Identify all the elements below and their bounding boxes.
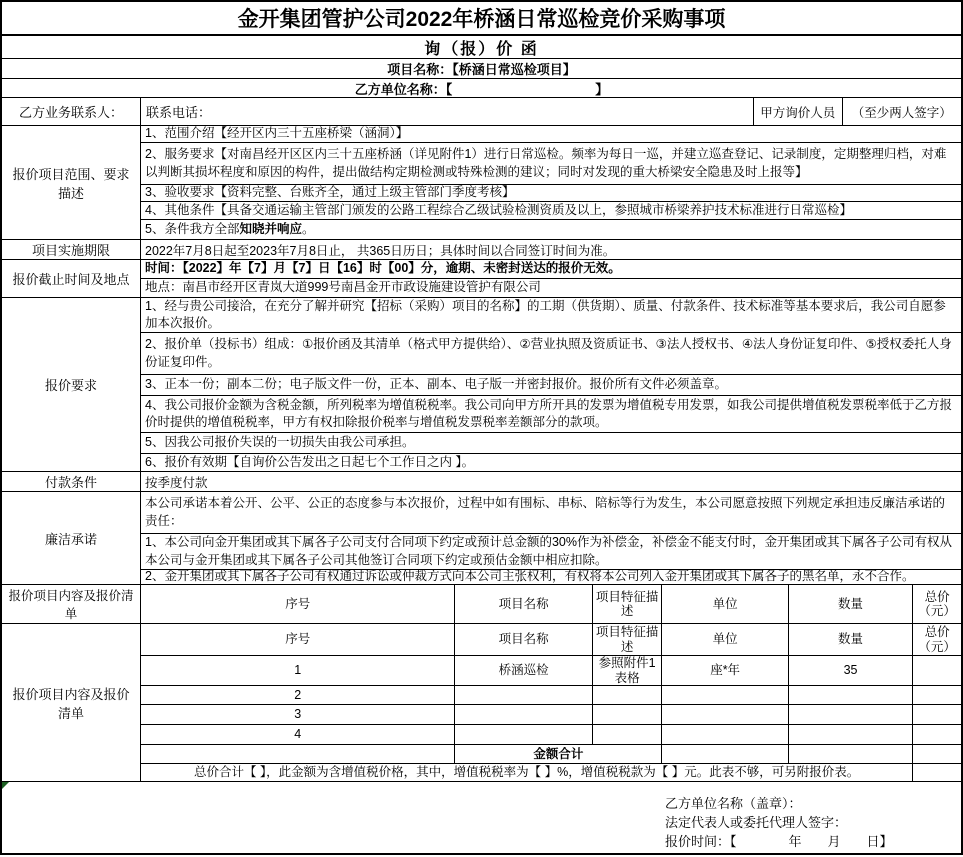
quote-requirements-section	[2, 298, 961, 472]
project-name-row	[2, 59, 961, 79]
cell-total	[913, 656, 961, 685]
project-name-text: 项目名称：【桥涵日常巡检项目】	[387, 62, 576, 77]
integrity-item-1-text: 1、本公司向金开集团或其下属各子公司支付合同项下约定或预计总金额的30%作为补偿金，补偿金不能支付时，金开集团或其下属各子公司有权从本公司与金开集团或其下属各子公司其他签订合同项下约定或预估金额中相应扣除。	[145, 535, 952, 567]
scope-content	[141, 126, 961, 239]
quote-req-item-1	[141, 298, 961, 333]
deadline-label-cell	[2, 260, 141, 297]
quote-req-item-6-text: 6、报价有效期【自询价公告发出之日起七个工作日之内 】。	[145, 454, 475, 469]
quote-req-item-6	[141, 454, 961, 471]
cell-qty	[789, 686, 913, 704]
title-text: 金开集团管护公司2022年桥涵日常巡检竞价采购事项	[237, 8, 726, 31]
cell-unit	[662, 725, 788, 744]
deadline-content	[141, 260, 961, 297]
quote-req-item-4	[141, 396, 961, 433]
sign-note-label: （至少两人签字）	[851, 105, 952, 120]
quote-requirements-label: 报价要求	[44, 378, 97, 393]
green-corner-marker-icon	[2, 782, 9, 789]
subtitle-text: 询（报）价 函	[424, 40, 539, 58]
list-label-2: 报价项目内容及报价清单	[12, 686, 130, 721]
subtotal-unit-cell	[662, 745, 788, 763]
cell-qty	[789, 725, 913, 744]
scope-item-5-prefix: 5、条件我方全部	[145, 221, 240, 236]
cell-qty: 35	[789, 656, 913, 685]
integrity-section	[2, 492, 961, 585]
phone-label: 联系电话：	[146, 105, 212, 120]
list-header-section-1	[2, 585, 961, 624]
deadline-place-text: 地点：南昌市经开区青岚大道999号南昌金开市政设施建设管护有限公司	[145, 280, 541, 295]
table-row	[141, 656, 961, 686]
scope-item-4-text: 4、其他条件【具备交通运输主管部门颁发的公路工程综合乙级试验检测资质及以上，参照城市桥梁养护技术标准进行日常巡检】	[145, 202, 852, 217]
deadline-label: 报价截止时间及地点	[12, 272, 130, 287]
integrity-label: 廉洁承诺	[44, 531, 97, 547]
party-a-staff-cell	[754, 98, 843, 125]
scope-item-5-suffix: 。	[301, 221, 315, 236]
header-qty: 数量	[789, 585, 913, 623]
cell-name	[455, 705, 592, 724]
cell-unit	[662, 686, 788, 704]
list-label-1: 报价项目内容及报价清单	[8, 589, 134, 621]
subtotal-qty-cell	[789, 745, 913, 763]
footer-representative-sign-line: 法定代表人或委托代理人签字：	[665, 815, 848, 830]
total-note-row	[141, 764, 961, 781]
cell-feature	[593, 725, 663, 744]
integrity-item-2-text: 2、金开集团或其下属各子公司有权通过诉讼或仲裁方式向本公司主张权利，有权将本公司列入金开集团或其下属各子的黑名单，永不合作。	[145, 570, 915, 584]
footer-quote-date-line: 报价时间：【 年 月 日】	[665, 834, 893, 849]
list-table	[141, 624, 961, 781]
payment-label: 付款条件	[44, 475, 97, 490]
payment-label-cell	[2, 472, 141, 491]
scope-item-2	[141, 143, 961, 185]
quote-req-item-5	[141, 433, 961, 454]
header-feature: 项目特征描述	[593, 624, 663, 655]
cell-no: 3	[141, 705, 455, 724]
subtotal-total-cell	[913, 745, 961, 763]
cell-unit: 座*年	[662, 656, 788, 685]
scope-item-5	[141, 220, 961, 239]
cell-name: 桥涵巡检	[455, 656, 592, 685]
party-b-contact-label-cell	[2, 98, 141, 125]
scope-item-3-text: 3、验收要求【资料完整、台账齐全，通过上级主管部门季度考核】	[145, 185, 515, 200]
integrity-item-2	[141, 570, 961, 584]
cell-no: 2	[141, 686, 455, 704]
table-row	[141, 686, 961, 705]
duration-label-cell	[2, 240, 141, 259]
party-b-contact-label: 乙方业务联系人：	[18, 105, 123, 120]
cell-feature: 参照附件1表格	[593, 656, 663, 685]
header-name: 项目名称	[455, 585, 592, 623]
quote-req-item-2	[141, 333, 961, 375]
quote-req-item-3-text: 3、正本一份；副本二份；电子版文件一份，正本、副本、电子版一并密封报价。报价所有文件必须盖章。	[145, 377, 727, 392]
scope-item-5-bold: 知晓并响应	[239, 221, 302, 236]
duration-text-cell	[141, 240, 961, 259]
scope-item-1	[141, 126, 961, 143]
quote-req-item-1-text: 1、经与贵公司接洽，在充分了解并研究【招标（采购）项目的名称】的工期（供货期）、质量、付款条件、技术标准等基本要求后，我公司自愿参加本次报价。	[145, 298, 946, 330]
party-a-staff-label: 甲方询价人员	[760, 105, 836, 120]
header-no: 序号	[141, 624, 455, 655]
header-unit: 单位	[662, 585, 788, 623]
phone-field-cell	[141, 98, 754, 125]
quote-req-item-5-text: 5、因我公司报价失误的一切损失由我公司承担。	[145, 435, 415, 450]
quote-requirements-content	[141, 298, 961, 471]
scope-item-2-text: 2、服务要求【对南昌经开区区内三十五座桥涵（详见附件1）进行日常巡检。频率为每日一巡，并建立巡查登记、记录制度，定期整理归档，对难以判断其损坏程度和原因的构件，提出做结构定期检测或特殊检测的建议；同时对发现的重大桥梁安全隐患及时上报等】	[145, 147, 947, 179]
header-name: 项目名称	[455, 624, 592, 655]
scope-label-cell	[2, 126, 141, 239]
header-no: 序号	[141, 585, 455, 623]
cell-total	[913, 705, 961, 724]
duration-row	[2, 240, 961, 260]
header-total: 总价（元）	[918, 625, 956, 654]
cell-unit	[662, 705, 788, 724]
scope-label: 报价项目范围、要求描述	[12, 166, 130, 201]
footer-party-b-seal-line: 乙方单位名称（盖章）：	[665, 796, 802, 811]
subtotal-row	[141, 745, 961, 764]
quote-req-item-3	[141, 375, 961, 396]
list-header-row-2	[141, 624, 961, 656]
scope-item-5-text	[145, 221, 314, 239]
scope-item-1-text: 1、范围介绍【经开区内三十五座桥梁（涵洞）】	[145, 126, 409, 141]
deadline-time-row	[141, 260, 961, 279]
total-note-empty-cell	[913, 764, 961, 781]
deadline-section	[2, 260, 961, 298]
integrity-intro-text: 本公司承诺本着公开、公平、公正的态度参与本次报价，过程中如有围标、串标、陪标等行为发生，本公司愿意按照下列规定承担违反廉洁承诺的责任：	[145, 496, 946, 528]
list-label-cell-1	[2, 585, 141, 623]
scope-item-3	[141, 185, 961, 202]
document-title	[2, 2, 961, 36]
integrity-intro	[141, 492, 961, 534]
total-note-cell: 总价合计【 】，此金额为含增值税价格，其中，增值税税率为【 】%，增值税税款为【 】元。此表不够，可另附报价表。	[141, 764, 913, 781]
subtotal-empty-cell	[141, 745, 455, 763]
payment-row	[2, 472, 961, 492]
document-subtitle	[2, 36, 961, 59]
quote-req-item-2-text: 2、报价单（投标书）组成：①报价函及其清单（格式甲方提供给）、②营业执照及资质证书、③法人授权书、④法人身份证复印件、⑤授权委托人身份证复印件。	[145, 337, 952, 369]
duration-text: 2022年7月8日起至2023年7月8日止， 共365日历日；具体时间以合同签订时间为准。	[145, 243, 616, 258]
integrity-content	[141, 492, 961, 584]
footer-lines	[665, 794, 893, 851]
cell-feature	[593, 686, 663, 704]
contact-row	[2, 98, 961, 126]
scope-section	[2, 126, 961, 240]
cell-feature	[593, 705, 663, 724]
header-unit: 单位	[662, 624, 788, 655]
cell-total	[913, 686, 961, 704]
cell-no: 1	[141, 656, 455, 685]
integrity-item-1	[141, 534, 961, 570]
deadline-place-row	[141, 279, 961, 297]
table-row	[141, 705, 961, 725]
header-feature: 项目特征描述	[593, 585, 663, 623]
subtotal-label-cell: 金额合计	[455, 745, 662, 763]
quote-req-item-4-text: 4、我公司报价金额为含税金额，所列税率为增值税税率。我公司向甲方所开具的发票为增值税专用发票，如我公司提供增值税发票税率低于乙方报价时提供的增值税税率，甲方有权扣除报价税率与增值税发票税率差额部分的款项。	[145, 397, 952, 429]
list-label-cell-2	[2, 624, 141, 781]
payment-text: 按季度付款	[145, 475, 208, 490]
integrity-label-cell	[2, 492, 141, 584]
party-b-name-row	[2, 79, 961, 98]
header-total: 总价（元）	[918, 589, 956, 618]
header-qty: 数量	[789, 624, 913, 655]
list-section	[2, 624, 961, 782]
party-b-name-text: 乙方单位名称：【 】	[354, 81, 609, 97]
deadline-time-text: 时间：【2022】年【7】月【7】日【16】时【00】分，逾期、未密封送达的报价无效。	[145, 261, 621, 276]
cell-qty	[789, 705, 913, 724]
scope-item-4	[141, 202, 961, 220]
list-header-1-content	[141, 585, 961, 623]
cell-no: 4	[141, 725, 455, 744]
cell-total	[913, 725, 961, 744]
table-row	[141, 725, 961, 745]
payment-text-cell	[141, 472, 961, 491]
list-header-row-1	[141, 585, 961, 623]
duration-label: 项目实施期限	[31, 243, 110, 258]
signature-footer	[2, 782, 961, 853]
sign-note-cell	[843, 98, 961, 125]
cell-name	[455, 686, 592, 704]
quote-requirements-label-cell	[2, 298, 141, 471]
cell-name	[455, 725, 592, 744]
